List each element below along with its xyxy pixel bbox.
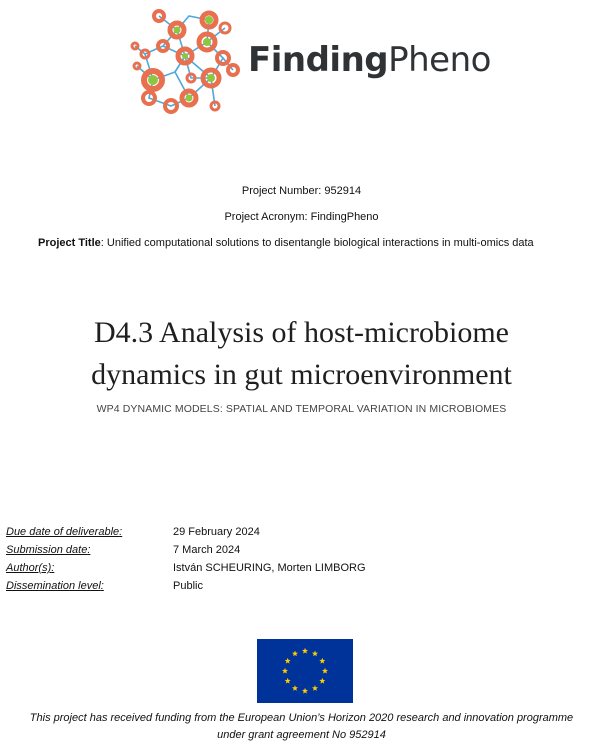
detail-value: István SCHEURING, Morten LIMBORG: [173, 562, 366, 574]
work-package-subtitle: WP4 DYNAMIC MODELS: SPATIAL AND TEMPORAL VARIATION IN MICROBIOMES: [96, 403, 507, 415]
project-title-value: : Unified computational solutions to disentangle biological interactions in multi-omics data: [100, 237, 534, 249]
detail-row: Dissemination level: Public: [6, 580, 366, 598]
brand-wordmark: [248, 40, 491, 80]
detail-value: 29 February 2024: [173, 526, 260, 538]
detail-key: Submission date: [6, 544, 88, 556]
deliverable-details: [6, 526, 366, 598]
detail-value: 7 March 2024: [173, 544, 241, 556]
project-number: Project Number: 952914: [241, 185, 362, 197]
project-title-key: Project Title: [38, 237, 101, 249]
detail-key: Due date of deliverable: [6, 526, 120, 538]
deliverable-title-line1: D4.3 Analysis of host-microbiome: [94, 316, 509, 349]
detail-key: Author(s): [6, 562, 52, 574]
project-acronym: Project Acronym: FindingPheno: [224, 211, 379, 223]
funding-line2: under grant agreement No 952914: [217, 729, 386, 741]
eu-flag: [257, 639, 353, 703]
findingpheno-logo: [125, 6, 243, 120]
detail-value: Public: [173, 580, 203, 592]
detail-row: Author(s): István SCHEURING, Morten LIMBORG: [6, 562, 366, 580]
detail-key: Dissemination level: [6, 580, 101, 592]
deliverable-title: [0, 312, 603, 396]
brand-light: Pheno: [388, 40, 491, 80]
funding-line1: This project has received funding from the European Union’s Horizon 2020 research and innovation programme: [29, 712, 574, 724]
brand-bold: Finding: [248, 40, 389, 80]
deliverable-title-line2: dynamics in gut microenvironment: [91, 358, 512, 391]
detail-row: Submission date: 7 March 2024: [6, 544, 366, 562]
funding-statement: [0, 710, 603, 744]
project-title: [38, 237, 598, 249]
detail-row: Due date of deliverable: 29 February 2024: [6, 526, 366, 544]
